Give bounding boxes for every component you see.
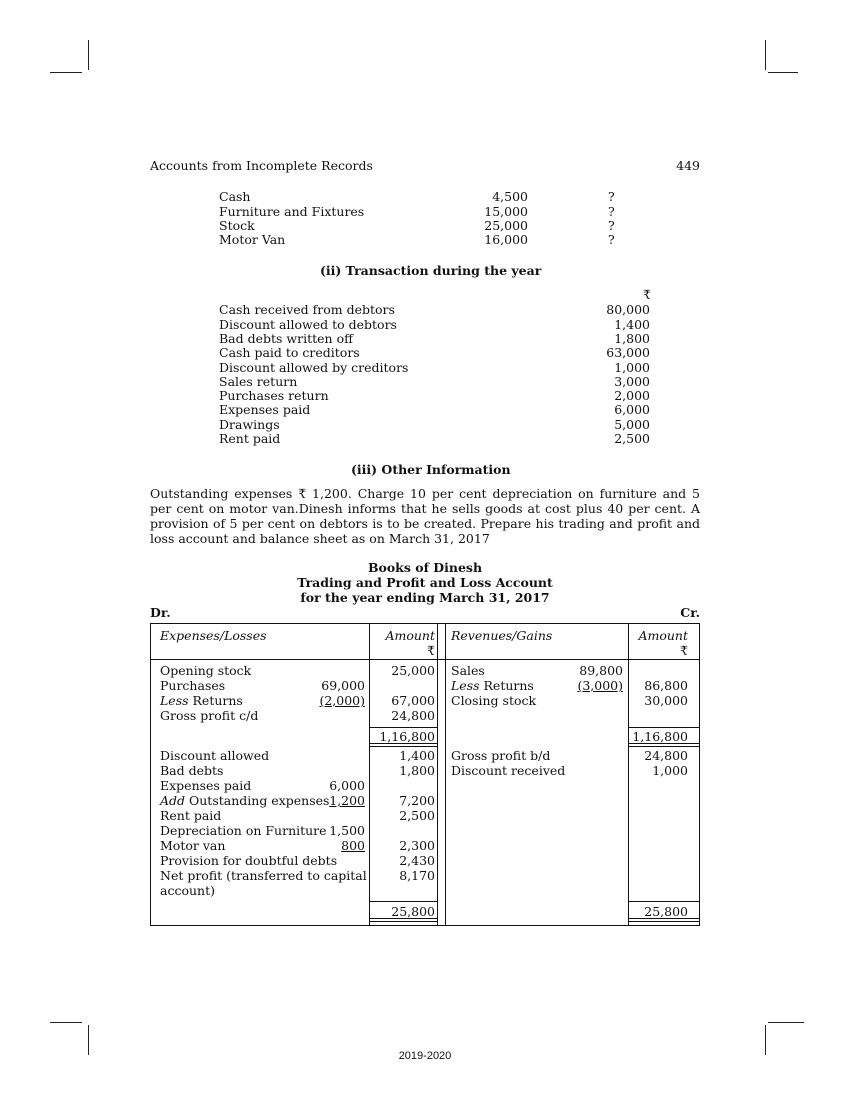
crop-mark bbox=[765, 40, 766, 70]
credit-total-trading: 1,16,800 bbox=[632, 729, 688, 744]
crop-mark bbox=[768, 72, 798, 73]
dr-label: Dr. bbox=[150, 605, 171, 620]
total-rule bbox=[629, 727, 699, 728]
purchase-returns-inner: (2,000) bbox=[319, 693, 365, 708]
transaction-label: Cash received from debtors bbox=[219, 302, 395, 317]
net-sales-amount: 86,800 bbox=[644, 678, 688, 693]
opening-stock-amount: 25,000 bbox=[391, 663, 435, 678]
total-rule bbox=[629, 921, 699, 922]
transaction-label: Discount allowed to debtors bbox=[219, 317, 397, 332]
debit-total-trading: 1,16,800 bbox=[379, 729, 435, 744]
table-border bbox=[150, 925, 700, 926]
less-returns-credit bbox=[451, 678, 534, 693]
other-info-paragraph: Outstanding expenses ₹ 1,200. Charge 10 per cent depreciation on furniture and 5 per cent on motor van.Dinesh informs that he sells goods at cost plus 40 per cent. A provision of 5 per cent on debtors is to be created. Prepare his trading and profit and loss account and balance sheet as on March 31, 2017 bbox=[150, 486, 700, 546]
bad-debts-label: Bad debts bbox=[160, 763, 224, 778]
balance-closing: ? bbox=[608, 189, 615, 204]
outstanding-inner: 1,200 bbox=[329, 793, 365, 808]
crop-mark bbox=[88, 40, 89, 70]
other-info-heading: (iii) Other Information bbox=[351, 462, 511, 477]
closing-stock-label: Closing stock bbox=[451, 693, 537, 708]
gross-profit-cd-amount: 24,800 bbox=[391, 708, 435, 723]
header-amount-left: Amount bbox=[385, 628, 435, 643]
header-currency-left: ₹ bbox=[427, 643, 435, 658]
credit-total-pl: 25,800 bbox=[644, 904, 688, 919]
header-expenses: Expenses/Losses bbox=[160, 628, 267, 643]
column-divider bbox=[445, 623, 446, 926]
transaction-amount: 3,000 bbox=[614, 374, 650, 389]
column-divider bbox=[369, 623, 370, 926]
transaction-amount: 2,500 bbox=[614, 431, 650, 446]
transaction-amount: 63,000 bbox=[606, 345, 650, 360]
gross-profit-bd-label: Gross profit b/d bbox=[451, 748, 551, 763]
running-title: Accounts from Incomplete Records bbox=[150, 158, 373, 173]
less-prefix: Less bbox=[451, 678, 480, 693]
opening-stock-label: Opening stock bbox=[160, 663, 252, 678]
total-rule bbox=[370, 901, 437, 902]
expenses-total-amount: 7,200 bbox=[399, 793, 435, 808]
header-revenues: Revenues/Gains bbox=[451, 628, 553, 643]
currency-symbol: ₹ bbox=[643, 287, 651, 302]
balance-opening: 16,000 bbox=[484, 232, 528, 247]
purchases-label: Purchases bbox=[160, 678, 226, 693]
dep-furniture-inner: 1,500 bbox=[329, 823, 365, 838]
discount-received-amount: 1,000 bbox=[652, 763, 688, 778]
balance-label: Motor Van bbox=[219, 232, 286, 247]
debit-total-pl: 25,800 bbox=[391, 904, 435, 919]
crop-mark bbox=[768, 1022, 804, 1023]
balance-opening: 25,000 bbox=[484, 218, 528, 233]
discount-received-label: Discount received bbox=[451, 763, 566, 778]
transaction-label: Rent paid bbox=[219, 431, 281, 446]
balance-opening: 4,500 bbox=[492, 189, 528, 204]
crop-mark bbox=[50, 1022, 82, 1023]
balance-opening: 15,000 bbox=[484, 204, 528, 219]
provision-amount: 2,430 bbox=[399, 853, 435, 868]
table-border bbox=[150, 623, 151, 926]
transaction-label: Cash paid to creditors bbox=[219, 345, 360, 360]
page-number: 449 bbox=[676, 158, 700, 173]
header-amount-right: Amount bbox=[638, 628, 688, 643]
transaction-label: Drawings bbox=[219, 417, 280, 432]
motor-van-label: Motor van bbox=[160, 838, 226, 853]
gross-profit-bd-amount: 24,800 bbox=[644, 748, 688, 763]
crop-mark bbox=[88, 1025, 89, 1055]
account-title: Books of Dinesh bbox=[367, 560, 483, 575]
balance-closing: ? bbox=[608, 232, 615, 247]
expenses-paid-inner: 6,000 bbox=[329, 778, 365, 793]
transaction-label: Expenses paid bbox=[219, 402, 311, 417]
dep-furniture-label: Depreciation on Furniture bbox=[160, 823, 327, 838]
total-rule bbox=[629, 901, 699, 902]
sales-label: Sales bbox=[451, 663, 485, 678]
less-returns-debit bbox=[160, 693, 243, 708]
balance-closing: ? bbox=[608, 218, 615, 233]
add-prefix: Add bbox=[160, 793, 186, 808]
table-border bbox=[699, 623, 700, 926]
provision-label: Provision for doubtful debts bbox=[160, 853, 338, 868]
transaction-label: Bad debts written off bbox=[219, 331, 353, 346]
rent-paid-label: Rent paid bbox=[160, 808, 222, 823]
transaction-amount: 1,400 bbox=[614, 317, 650, 332]
motor-van-inner: 800 bbox=[341, 838, 365, 853]
net-purchases-amount: 67,000 bbox=[391, 693, 435, 708]
table-border bbox=[150, 659, 700, 660]
total-rule bbox=[370, 727, 437, 728]
depreciation-amount: 2,300 bbox=[399, 838, 435, 853]
sales-inner: 89,800 bbox=[579, 663, 623, 678]
bad-debts-amount: 1,800 bbox=[399, 763, 435, 778]
crop-mark bbox=[765, 1025, 766, 1055]
crop-mark bbox=[50, 72, 82, 73]
balance-label: Stock bbox=[219, 218, 255, 233]
account-period: for the year ending March 31, 2017 bbox=[300, 590, 550, 605]
less-prefix: Less bbox=[160, 693, 189, 708]
transaction-label: Purchases return bbox=[219, 388, 329, 403]
transactions-heading: (ii) Transaction during the year bbox=[320, 263, 542, 278]
discount-allowed-amount: 1,400 bbox=[399, 748, 435, 763]
table-border bbox=[150, 623, 700, 624]
transaction-label: Discount allowed by creditors bbox=[219, 360, 409, 375]
balance-label: Furniture and Fixtures bbox=[219, 204, 365, 219]
transaction-amount: 1,000 bbox=[614, 360, 650, 375]
discount-allowed-label: Discount allowed bbox=[160, 748, 270, 763]
net-profit-label: Net profit (transferred to capital bbox=[160, 868, 367, 883]
purchases-inner: 69,000 bbox=[321, 678, 365, 693]
transaction-amount: 80,000 bbox=[606, 302, 650, 317]
closing-stock-amount: 30,000 bbox=[644, 693, 688, 708]
balance-label: Cash bbox=[219, 189, 251, 204]
cr-label: Cr. bbox=[680, 605, 700, 620]
total-rule bbox=[370, 746, 437, 747]
transaction-label: Sales return bbox=[219, 374, 298, 389]
column-divider bbox=[437, 623, 438, 926]
returns-label: Returns bbox=[479, 678, 534, 693]
transaction-amount: 5,000 bbox=[614, 417, 650, 432]
returns-label: Returns bbox=[188, 693, 243, 708]
net-profit-label-cont: account) bbox=[160, 883, 215, 898]
outstanding-label: Outstanding expenses bbox=[185, 793, 330, 808]
transaction-amount: 1,800 bbox=[614, 331, 650, 346]
net-profit-amount: 8,170 bbox=[399, 868, 435, 883]
expenses-paid-label: Expenses paid bbox=[160, 778, 252, 793]
footer-year: 2019-2020 bbox=[398, 1050, 452, 1062]
account-subtitle: Trading and Profit and Loss Account bbox=[297, 575, 553, 590]
total-rule bbox=[370, 921, 437, 922]
total-rule bbox=[629, 746, 699, 747]
balance-closing: ? bbox=[608, 204, 615, 219]
transaction-amount: 2,000 bbox=[614, 388, 650, 403]
rent-paid-amount: 2,500 bbox=[399, 808, 435, 823]
gross-profit-cd-label: Gross profit c/d bbox=[160, 708, 259, 723]
transaction-amount: 6,000 bbox=[614, 402, 650, 417]
column-divider bbox=[628, 623, 629, 926]
sales-returns-inner: (3,000) bbox=[577, 678, 623, 693]
header-currency-right: ₹ bbox=[680, 643, 688, 658]
